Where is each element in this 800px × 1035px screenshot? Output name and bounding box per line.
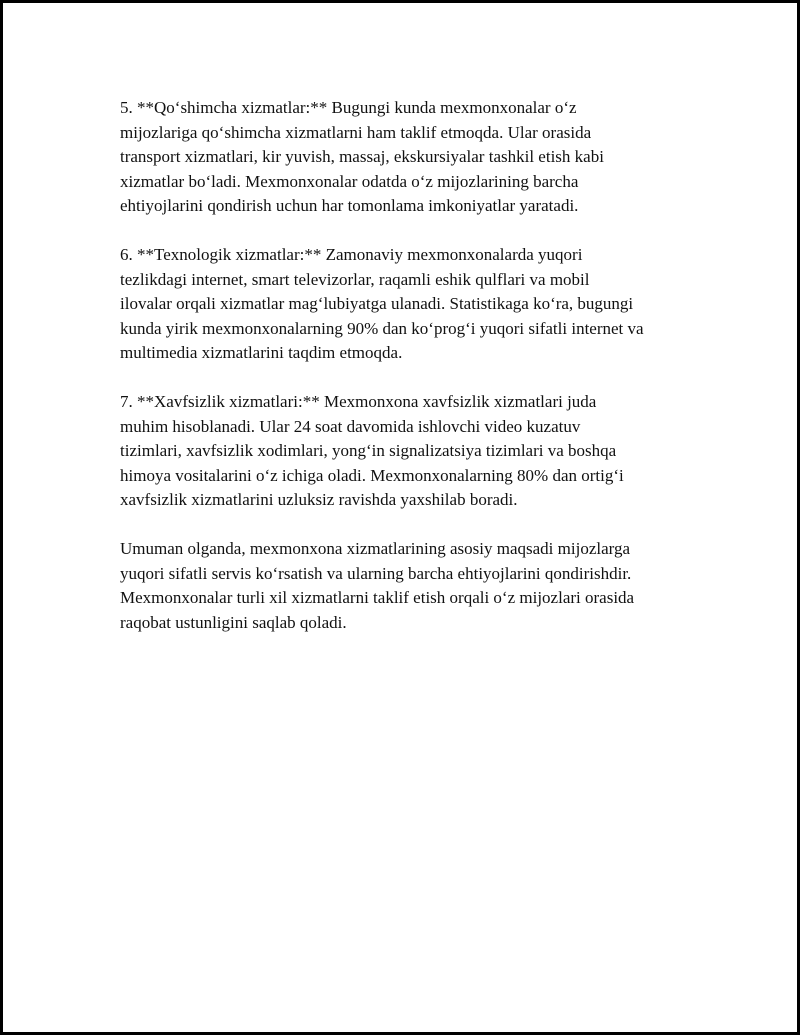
paragraph-technology-services xyxy=(120,243,700,366)
text-line: tezlikdagi internet, smart televizorlar, raqamli eshik qulflari va mobil xyxy=(120,269,590,289)
text-line: raqobat ustunligini saqlab qoladi. xyxy=(120,612,347,632)
paragraph-additional-services xyxy=(120,96,700,219)
text-line: xavfsizlik xizmatlarini uzluksiz ravishda yaxshilab boradi. xyxy=(120,490,518,509)
text-line: ehtiyojlarini qondirish uchun har tomonlama imkoniyatlar yaratadi. xyxy=(120,196,579,215)
text-line: multimedia xizmatlarini taqdim etmoqda. xyxy=(120,343,403,362)
text-line: kunda yirik mexmonxonalarning 90% dan ko‘prog‘i yuqori sifatli internet va xyxy=(120,318,644,338)
text-line: ilovalar orqali xizmatlar mag‘lubiyatga ulanadi. Statistikaga ko‘ra, bugungi xyxy=(120,294,634,313)
paragraph-conclusion xyxy=(120,537,700,635)
text-line: mijozlariga qo‘shimcha xizmatlarni ham taklif etmoqda. Ular orasida xyxy=(120,122,592,142)
text-line: xizmatlar bo‘ladi. Mexmonxonalar odatda o‘z mijozlarining barcha xyxy=(120,171,579,191)
text-line: tizimlari, xavfsizlik xodimlari, yong‘in signalizatsiya tizimlari va boshqa xyxy=(120,441,617,460)
text-line: himoya vositalarini o‘z ichiga oladi. Mexmonxonalarning 80% dan ortig‘i xyxy=(120,465,624,485)
text-line: transport xizmatlari, kir yuvish, massaj, ekskursiyalar tashkil etish kabi xyxy=(120,147,604,166)
text-line: 5. **Qo‘shimcha xizmatlar:** Bugungi kunda mexmonxonalar o‘z xyxy=(120,98,577,117)
text-line: Umuman olganda, mexmonxona xizmatlarining asosiy maqsadi mijozlarga xyxy=(120,539,631,558)
paragraph-security-services xyxy=(120,390,700,513)
text-line: 7. **Xavfsizlik xizmatlari:** Mexmonxona xavfsizlik xizmatlari juda xyxy=(120,392,597,411)
text-line: muhim hisoblanadi. Ular 24 soat davomida ishlovchi video kuzatuv xyxy=(120,416,581,436)
document-body xyxy=(120,96,700,660)
text-line: Mexmonxonalar turli xil xizmatlarni taklif etish orqali o‘z mijozlari orasida xyxy=(120,588,635,607)
text-line: 6. **Texnologik xizmatlar:** Zamonaviy mexmonxonalarda yuqori xyxy=(120,245,583,264)
text-line: yuqori sifatli servis ko‘rsatish va ularning barcha ehtiyojlarini qondirishdir. xyxy=(120,563,632,583)
